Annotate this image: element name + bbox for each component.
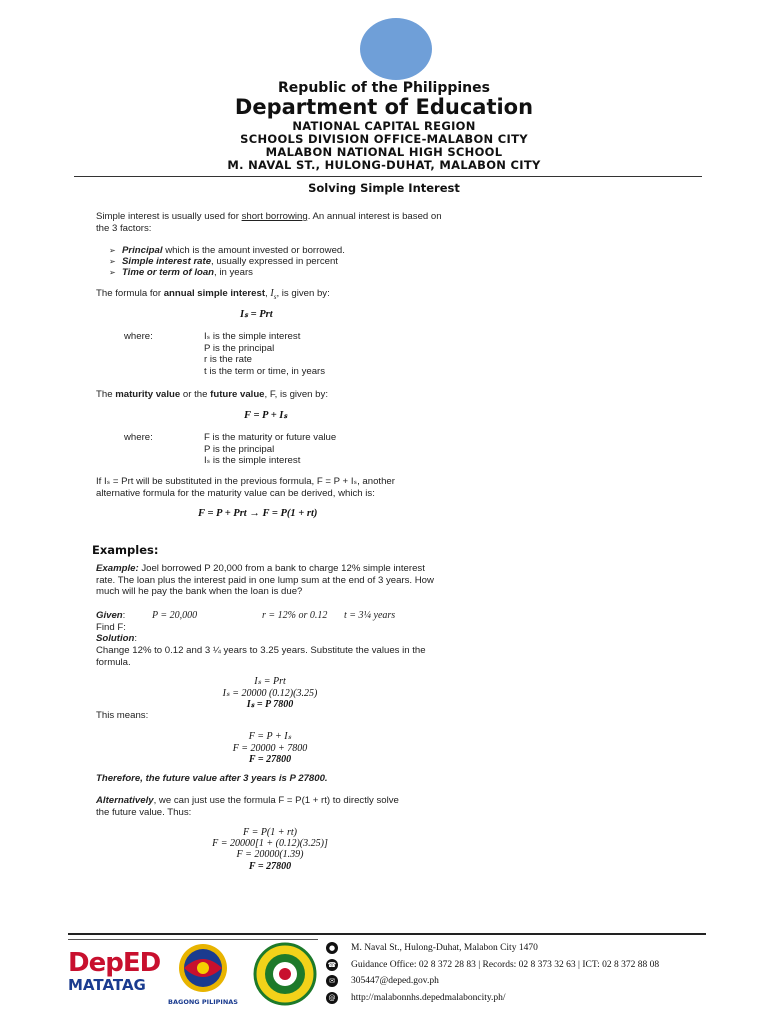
contact-phones: ☎ Guidance Office: 02 8 372 28 83 | Records: 02 8 373 32 63 | ICT: 02 8 372 88 08 xyxy=(327,959,660,970)
calc-line: F = 27800 xyxy=(248,754,292,765)
formula1-where xyxy=(96,331,446,377)
header-department: Department of Education xyxy=(234,95,534,119)
calc-line: Iₛ = 20000 (0.12)(3.25) xyxy=(222,687,318,699)
list-item: ➢ Time or term of loan, in years xyxy=(122,267,446,278)
contact-website[interactable]: @ http://malabonnhs.depedmalaboncity.ph/ xyxy=(326,990,726,1007)
calc-block-1 xyxy=(180,676,360,711)
footer-contacts xyxy=(326,940,726,1006)
example-given: Given: P = 20,000 r = 12% or 0.12 t = 3¼ years xyxy=(96,610,396,621)
school-seal-icon xyxy=(250,942,320,1006)
phone-icon: ☎ xyxy=(327,960,337,969)
calc-line: F = P + Iₛ xyxy=(248,731,292,742)
calc-block-2 xyxy=(180,731,360,766)
substitution-paragraph xyxy=(96,476,446,499)
calc-line: F = 20000[1 + (0.12)(3.25)] xyxy=(212,838,328,850)
page-title: Solving Simple Interest xyxy=(308,181,460,195)
mail-icon: ✉ xyxy=(326,975,338,987)
example-problem: Example: Joel borrowed P 20,000 from a bank to charge 12% simple interest rate. The loan plus the interest paid in one lump sum at the end of 3 years. How much will he pay the bank when the loan is due? xyxy=(96,563,434,597)
school-seal-logo xyxy=(250,942,320,1006)
bagong-pilipinas-emblem-icon xyxy=(168,942,238,994)
factors-list xyxy=(96,243,446,278)
location-pin-icon: ● xyxy=(326,942,338,954)
footer-divider xyxy=(68,933,706,935)
calc-line: F = 27800 xyxy=(248,860,292,872)
where-item: P is the principal xyxy=(204,342,275,354)
example-find: Find F: xyxy=(96,622,126,633)
footer-divider-thin xyxy=(68,939,318,940)
deped-matatag-logo: DepED MATATAG xyxy=(68,948,161,994)
contact-address: ● M. Naval St., Hulong-Duhat, Malabon City 1470 xyxy=(326,940,726,957)
header-region: NATIONAL CAPITAL REGION xyxy=(292,119,476,133)
list-item: ➢ Simple interest rate, usually expressed in percent xyxy=(122,256,446,267)
intro-underlined-term: short borrowing xyxy=(241,211,308,222)
formula2-intro: The maturity value or the future value, F, is given by: xyxy=(96,389,328,400)
intro-text: Simple interest is usually used for xyxy=(96,211,242,222)
where-label: where: xyxy=(124,432,153,443)
where-item: F is the maturity or future value xyxy=(204,432,337,443)
calc-line: Iₛ = P 7800 xyxy=(246,699,294,710)
formula2-where xyxy=(96,432,446,467)
where-item: r is the rate xyxy=(204,354,252,365)
where-item: P is the principal xyxy=(204,443,275,455)
where-item: Iₛ is the simple interest xyxy=(204,455,301,466)
this-means: This means: xyxy=(96,710,149,721)
example-solution-text: Change 12% to 0.12 and 3 ¼ years to 3.25 years. Substitute the values in the formula. xyxy=(96,645,426,668)
substitution-equation: F = P + Prt → F = P(1 + rt) xyxy=(198,508,318,519)
formula2-equation: F = P + Iₛ xyxy=(244,410,288,421)
alternative-paragraph: Alternatively, we can just use the formula F = P(1 + rt) to directly solve the future value. Thus: xyxy=(96,795,399,818)
calc-line: Iₛ = Prt xyxy=(254,676,286,687)
header-republic: Republic of the Philippines xyxy=(278,80,490,96)
formula1-equation: Iₛ = Prt xyxy=(240,309,273,320)
intro-paragraph xyxy=(96,211,446,234)
bagong-pilipinas-logo: BAGONG PILIPINAS xyxy=(168,942,238,1006)
intro-text-end: . An annual interest is based on the 3 factors: xyxy=(96,211,442,234)
where-item: Iₛ is the simple interest xyxy=(204,331,301,342)
calc-line: F = P(1 + rt) xyxy=(242,827,298,838)
at-sign-icon: @ xyxy=(326,992,338,1004)
school-seal-placeholder xyxy=(360,18,432,80)
where-label: where: xyxy=(124,331,153,342)
therefore-statement: Therefore, the future value after 3 years is P 27800. xyxy=(96,773,328,784)
header-division: SCHOOLS DIVISION OFFICE-MALABON CITY xyxy=(240,132,528,146)
substitution-line1: If Iₛ = Prt will be substituted in the previous formula, F = P + Iₛ, another xyxy=(96,476,395,487)
where-item: t is the term or time, in years xyxy=(204,365,326,377)
calc-line: F = 20000 + 7800 xyxy=(232,742,308,754)
formula1-intro: The formula for annual simple interest, $I_s$, is given by: xyxy=(96,288,330,301)
list-item: ➢ Principal which is the amount invested or borrowed. xyxy=(122,245,446,256)
calc-block-3 xyxy=(170,827,370,872)
header-divider xyxy=(74,176,702,177)
contact-email[interactable]: ✉ 305447@deped.gov.ph xyxy=(326,973,726,990)
header-address: M. NAVAL ST., HULONG-DUHAT, MALABON CITY xyxy=(227,158,541,172)
examples-heading: Examples: xyxy=(92,543,159,557)
calc-line: F = 20000(1.39) xyxy=(236,849,304,861)
header-school: MALABON NATIONAL HIGH SCHOOL xyxy=(265,145,503,159)
example-solution-label: Solution: xyxy=(96,633,138,644)
substitution-line2: alternative formula for the maturity value can be derived, which is: xyxy=(96,487,375,499)
